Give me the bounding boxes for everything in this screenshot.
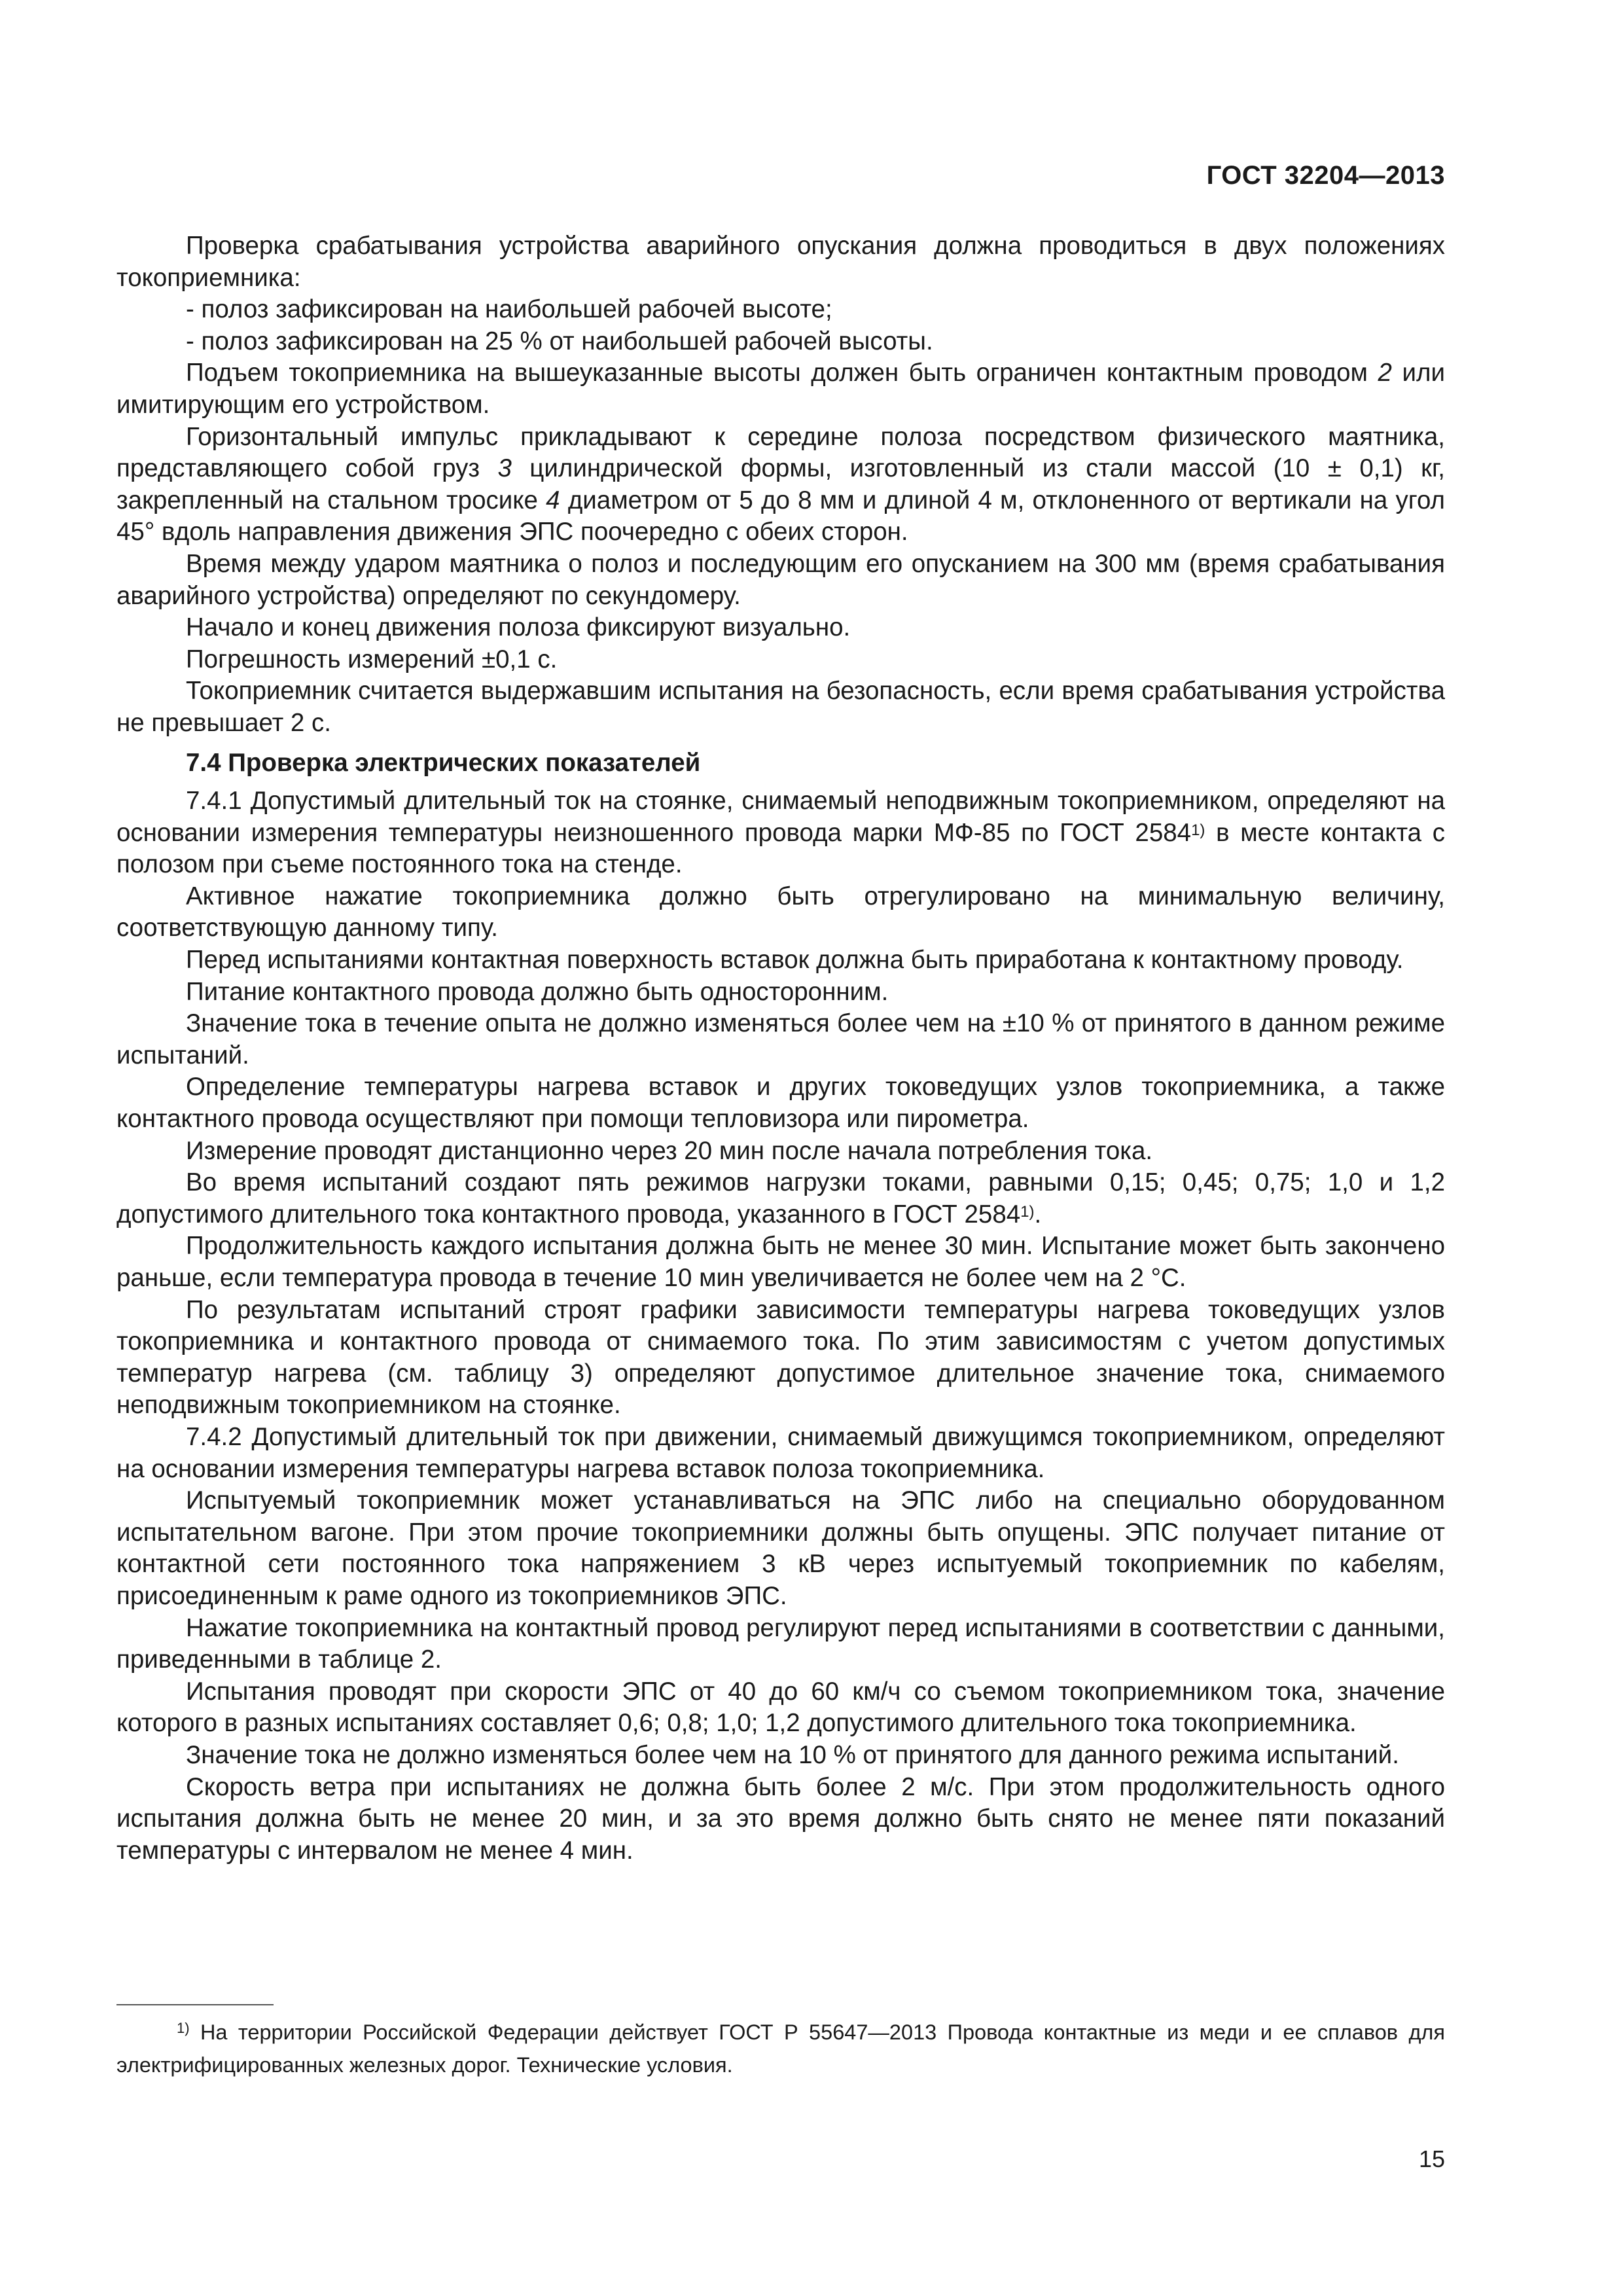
- footnote-divider: [116, 2004, 274, 2005]
- paragraph-text: цилиндрической формы, изготовленный из стали массой (10 ± 0,1) кг, закрепленный на стальном тросике: [116, 454, 1445, 514]
- paragraph-text: 3: [497, 454, 512, 483]
- paragraph-text: Перед испытаниями контактная поверхность вставок должна быть приработана к контактному проводу.: [186, 946, 1404, 975]
- paragraph: [116, 944, 1445, 977]
- footnote-marker: 1): [177, 2020, 190, 2036]
- paragraph: [116, 326, 1445, 358]
- page-number: 15: [1418, 2145, 1445, 2172]
- paragraph: [116, 422, 1445, 548]
- paragraph: [116, 1485, 1445, 1612]
- paragraph-text: Токоприемник считается выдержавшим испытания на безопасность, если время срабатывания устройства не превышает 2 с.: [116, 677, 1445, 737]
- paragraph-text: 7.4.1 Допустимый длительный ток на стоянке, снимаемый неподвижным токоприемником, определяют на основании измерения температуры неизношенного провода марки МФ-85 по ГОСТ 2584: [116, 787, 1445, 847]
- paragraph-text: Начало и конец движения полоза фиксируют визуально.: [186, 613, 851, 642]
- paragraph: [116, 977, 1445, 1009]
- paragraph-text: .: [1034, 1200, 1042, 1229]
- paragraph-text: По результатам испытаний строят графики зависимости температуры нагрева токоведущих узлов токоприемника и контактного провода от снимаемого тока. По этим зависимостям с учетом допустимых температур нагрева (см. таблицу 3) определяют допустимое длительное значение тока, снимаемого неподвижным токоприемником на стоянке.: [116, 1295, 1445, 1420]
- paragraph: [116, 1071, 1445, 1135]
- paragraph-text: Измерение проводят дистанционно через 20 мин после начала потребления тока.: [186, 1136, 1153, 1165]
- paragraph-text: Во время испытаний создают пять режимов нагрузки токами, равными 0,15; 0,45; 0,75; 1,0 и 1,2 допустимого длительного тока контактного провода, указанного в ГОСТ 2584: [116, 1168, 1445, 1229]
- paragraph-text: 2: [1378, 359, 1392, 387]
- paragraph-text: Нажатие токоприемника на контактный провод регулируют перед испытаниями в соответствии с данными, приведенными в таблице 2.: [116, 1613, 1445, 1674]
- paragraph: [116, 1230, 1445, 1294]
- paragraph-text: диаметром от 5 до 8 мм и длиной 4 м, отклоненного от вертикали на угол 45° вдоль направления движения ЭПС поочередно с обеих сторон.: [116, 486, 1446, 547]
- paragraph-text: Значение тока в течение опыта не должно изменяться более чем на ±10 % от принятого в данном режиме испытаний.: [116, 1009, 1445, 1069]
- footnote-text: На территории Российской Федерации действует ГОСТ Р 55647—2013 Провода контактные из меди и ее сплавов для электрифицированных железных дорог. Технические условия.: [116, 2020, 1445, 2077]
- paragraph: [116, 1136, 1445, 1168]
- paragraph-text: - полоз зафиксирован на наибольшей рабочей высоте;: [186, 295, 832, 324]
- document-header: ГОСТ 32204—2013: [1206, 161, 1445, 190]
- paragraph: [116, 294, 1445, 326]
- section-heading: [116, 747, 1445, 780]
- paragraph-text: 7.4.2 Допустимый длительный ток при движении, снимаемый движущимся токоприемником, определяют на основании измерения температуры нагрева вставок полоза токоприемника.: [116, 1422, 1445, 1483]
- paragraph: [116, 675, 1445, 739]
- paragraph: [116, 1676, 1445, 1740]
- paragraph: [116, 612, 1445, 644]
- paragraph-text: Проверка срабатывания устройства аварийного опускания должна проводиться в двух положениях токоприемника:: [116, 232, 1445, 292]
- paragraph: [116, 1008, 1445, 1071]
- paragraph-text: Погрешность измерений ±0,1 с.: [186, 645, 558, 673]
- paragraph-text: Скорость ветра при испытаниях не должна быть более 2 м/с. При этом продолжительность одного испытания должна быть не менее 20 мин, и за это время должно быть снято не менее пяти показаний температуры с интервалом не менее 4 мин.: [116, 1772, 1445, 1865]
- paragraph: [116, 1167, 1445, 1230]
- paragraph: [116, 548, 1445, 612]
- paragraph: [116, 1740, 1445, 1772]
- paragraph-text: Питание контактного провода должно быть односторонним.: [186, 977, 889, 1006]
- paragraph: [116, 357, 1445, 421]
- paragraph: [116, 1295, 1445, 1422]
- paragraph: [116, 230, 1445, 294]
- paragraph: [116, 785, 1445, 881]
- paragraph-text: 7.4 Проверка электрических показателей: [186, 748, 701, 777]
- paragraph-text: Активное нажатие токоприемника должно быть отрегулировано на минимальную величину, соответствующую данному типу.: [116, 882, 1445, 942]
- paragraph: [116, 1613, 1445, 1676]
- paragraph-text: Испытания проводят при скорости ЭПС от 40 до 60 км/ч со съемом токоприемником тока, значение которого в разных испытаниях составляет 0,6; 0,8; 1,0; 1,2 допустимого длительного тока токоприемника.: [116, 1677, 1445, 1738]
- footnote-ref: 1): [1020, 1202, 1035, 1221]
- footnote-ref: 1): [1191, 821, 1205, 839]
- paragraph-text: Подъем токоприемника на вышеуказанные высоты должен быть ограничен контактным проводом: [186, 359, 1378, 387]
- paragraph: [116, 1772, 1445, 1867]
- paragraph-text: или имитирующим его устройством.: [116, 359, 1445, 419]
- paragraph: [116, 1422, 1445, 1485]
- paragraph-text: Продолжительность каждого испытания должна быть не менее 30 мин. Испытание может быть закончено раньше, если температура провода в течение 10 мин увеличивается не более чем на 2 °С.: [116, 1232, 1445, 1292]
- paragraph-text: Время между ударом маятника о полоз и последующим его опусканием на 300 мм (время срабатывания аварийного устройства) определяют по секундомеру.: [116, 549, 1445, 610]
- paragraph-text: Значение тока не должно изменяться более чем на 10 % от принятого для данного режима испытаний.: [186, 1740, 1399, 1769]
- paragraph-text: Определение температуры нагрева вставок и других токоведущих узлов токоприемника, а также контактного провода осуществляют при помощи тепловизора или пирометра.: [116, 1073, 1445, 1134]
- footnote: [116, 2016, 1445, 2081]
- paragraph-text: Горизонтальный импульс прикладывают к середине полоза посредством физического маятника, представляющего собой груз: [116, 422, 1445, 483]
- paragraph: [116, 881, 1445, 944]
- document-body: [116, 230, 1445, 1867]
- paragraph-text: 4: [546, 486, 560, 514]
- paragraph-text: - полоз зафиксирован на 25 % от наибольшей рабочей высоты.: [186, 327, 933, 355]
- paragraph-text: Испытуемый токоприемник может устанавливаться на ЭПС либо на специально оборудованном испытательном вагоне. При этом прочие токоприемники должны быть опущены. ЭПС получает питание от контактной сети постоянного тока напряжением 3 кВ через испытуемый токоприемник по кабелям, присоединенным к раме одного из токоприемников ЭПС.: [116, 1486, 1445, 1610]
- paragraph-text: в месте контакта с полозом при съеме постоянного тока на стенде.: [116, 818, 1445, 879]
- paragraph: [116, 644, 1445, 676]
